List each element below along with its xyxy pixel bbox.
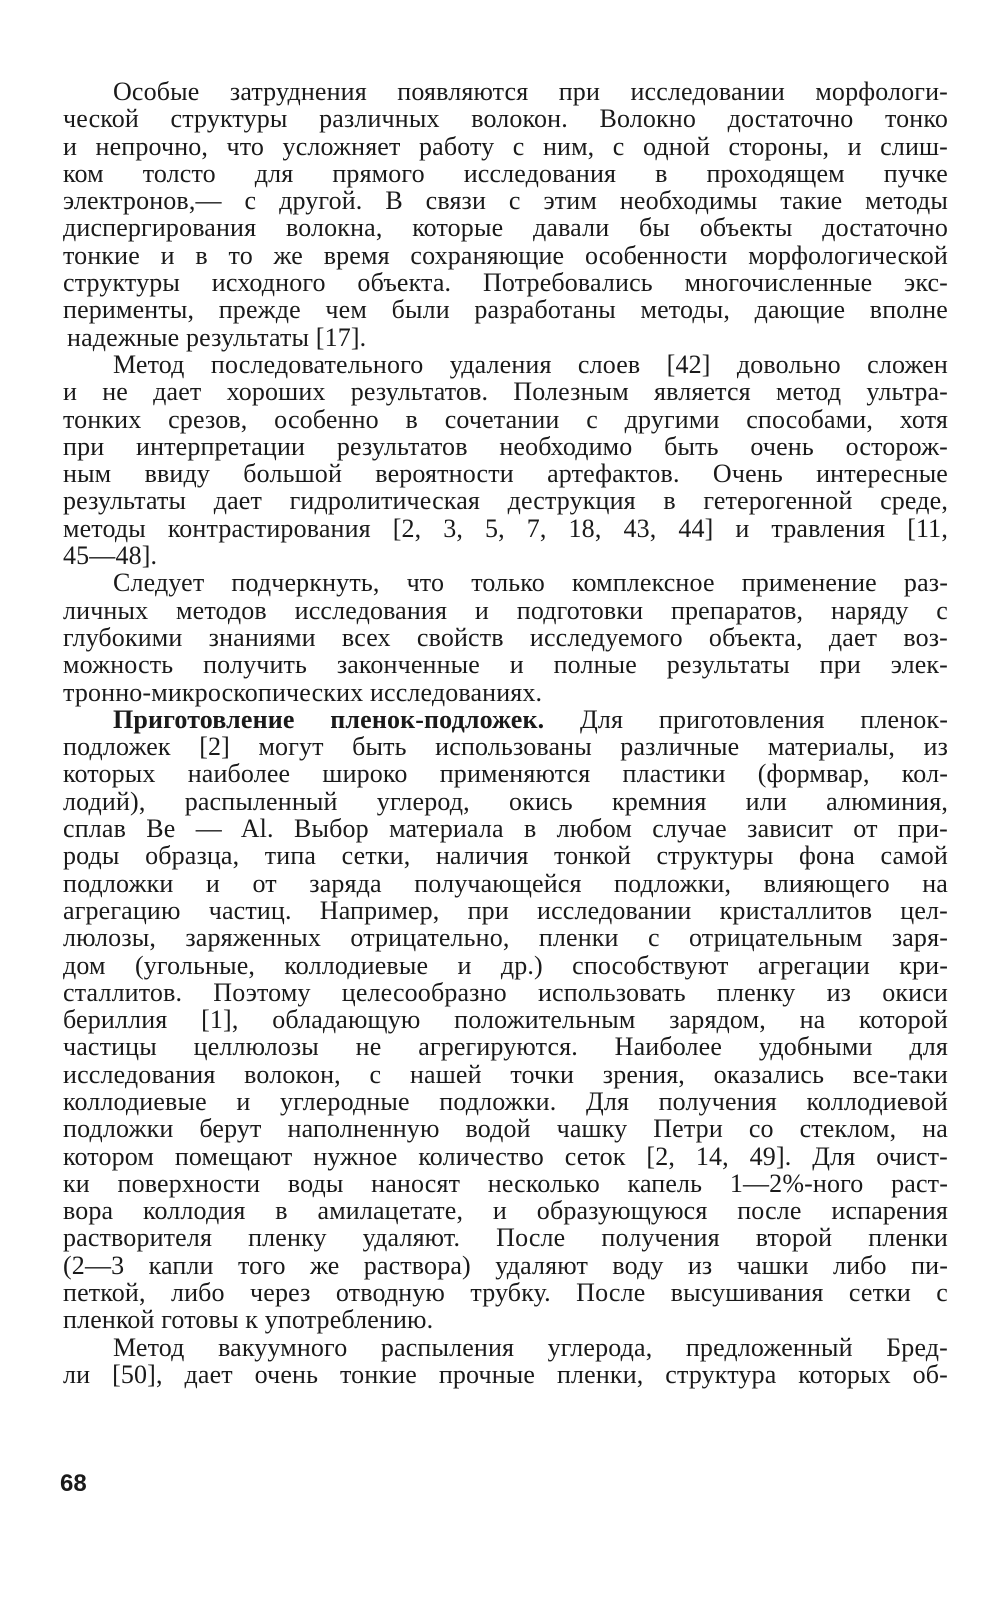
text-line: диспергирования волокна, которые давали бы объекты достаточно [63,213,948,243]
text-line: ческой структуры различных волокон. Волокно достаточно тонко [63,104,948,134]
text-line: и непрочно, что усложняет работу с ним, с одной стороны, и слиш- [63,131,948,161]
text-line: частицы целлюлозы не агрегируются. Наиболее удобными для [63,1032,948,1062]
text-line: Метод вакуумного распыления углерода, предложенный Бред- [113,1332,948,1362]
paragraph-4 [63,706,948,1334]
paragraph-5 [63,1334,948,1389]
text-line: подложек [2] могут быть использованы различные материалы, из [63,732,948,762]
text-line: исследования волокон, с нашей точки зрения, оказались все-таки [63,1059,948,1089]
text-line: ком толсто для прямого исследования в проходящем пучке [63,158,948,188]
text-line: Следует подчеркнуть, что только комплексное применение раз- [113,568,948,598]
text-line: ки поверхности воды наносят несколько капель 1—2%-ного раст- [63,1168,948,1198]
page-number: 68 [60,1470,87,1497]
text-line: при интерпретации результатов необходимо быть очень осторож- [63,431,948,461]
text-line: ным ввиду большой вероятности артефактов. Очень интересные [63,459,948,489]
text-line: надежные результаты [17]. [67,322,367,352]
text-line: (2—3 капли того же раствора) удаляют воду из чашки либо пи- [63,1250,948,1280]
text-line: результаты дает гидролитическая деструкция в гетерогенной среде, [63,486,948,516]
heading-line-rest: Для приготовления пленок- [580,704,949,734]
text-line: тронно-микроскопических исследованиях. [63,677,543,707]
text-line: сталлитов. Поэтому целесообразно использовать пленку из окиси [63,977,948,1007]
text-line: вора коллодия в амилацетате, и образующуюся после испарения [63,1196,948,1226]
text-line: сплав Be — Al. Выбор материала в любом случае зависит от при- [63,814,948,844]
text-line: лодий), распыленный углерод, окись кремния или алюминия, [63,786,948,816]
text-line: пленкой готовы к употреблению. [63,1305,434,1335]
text-line: 45—48]. [63,541,158,571]
text-line: ли [50], дает очень тонкие прочные пленки, структура которых об- [63,1359,948,1389]
text-line: бериллия [1], обладающую положительным зарядом, на которой [63,1005,948,1035]
section-heading: Приготовление пленок-подложек. [113,704,545,734]
text-line: петкой, либо через отводную трубку. После высушивания сетки с [63,1278,948,1308]
text-line: которых наиболее широко применяются пластики (формвар, кол- [63,759,948,789]
text-line: агрегацию частиц. Например, при исследовании кристаллитов цел- [63,895,948,925]
text-line: методы контрастирования [2, 3, 5, 7, 18, 43, 44] и травления [11, [63,513,948,543]
page-text [63,78,948,1388]
text-line: дом (угольные, коллодиевые и др.) способствуют агрегации кри- [63,950,948,980]
text-line: роды образца, типа сетки, наличия тонкой структуры фона самой [63,841,948,871]
text-line: растворителя пленку удаляют. После получения второй пленки [63,1223,948,1253]
text-line: коллодиевые и углеродные подложки. Для получения коллодиевой [63,1086,948,1116]
text-line: подложки и от заряда получающейся подложки, влияющего на [63,868,948,898]
text-line: и не дает хороших результатов. Полезным является метод ультра- [63,377,948,407]
paragraph-3 [63,569,948,705]
text-line: личных методов исследования и подготовки препаратов, наряду с [63,595,948,625]
paragraph-1 [63,78,948,351]
text-line: можность получить законченные и полные результаты при элек- [63,650,948,680]
text-line: подложки берут наполненную водой чашку Петри со стеклом, на [63,1114,948,1144]
text-line: тонких срезов, особенно в сочетании с другими способами, хотя [63,404,948,434]
text-line: тонкие и в то же время сохраняющие особенности морфологической [63,240,948,270]
paragraph-2 [63,351,948,569]
text-line [63,706,948,733]
text-line: Особые затруднения появляются при исследовании морфологи- [113,77,948,106]
text-line: глубокими знаниями всех свойств исследуемого объекта, дает воз- [63,622,948,652]
text-line: Метод последовательного удаления слоев [42] довольно сложен [113,349,948,379]
text-line: электронов,— с другой. В связи с этим необходимы такие методы [63,186,948,216]
text-line: перименты, прежде чем были разработаны методы, дающие вполне [63,295,948,325]
text-line: люлозы, заряженных отрицательно, пленки с отрицательным заря- [63,923,948,953]
text-line: структуры исходного объекта. Потребовались многочисленные экс- [63,268,948,298]
text-line: котором помещают нужное количество сеток [2, 14, 49]. Для очист- [63,1141,948,1171]
